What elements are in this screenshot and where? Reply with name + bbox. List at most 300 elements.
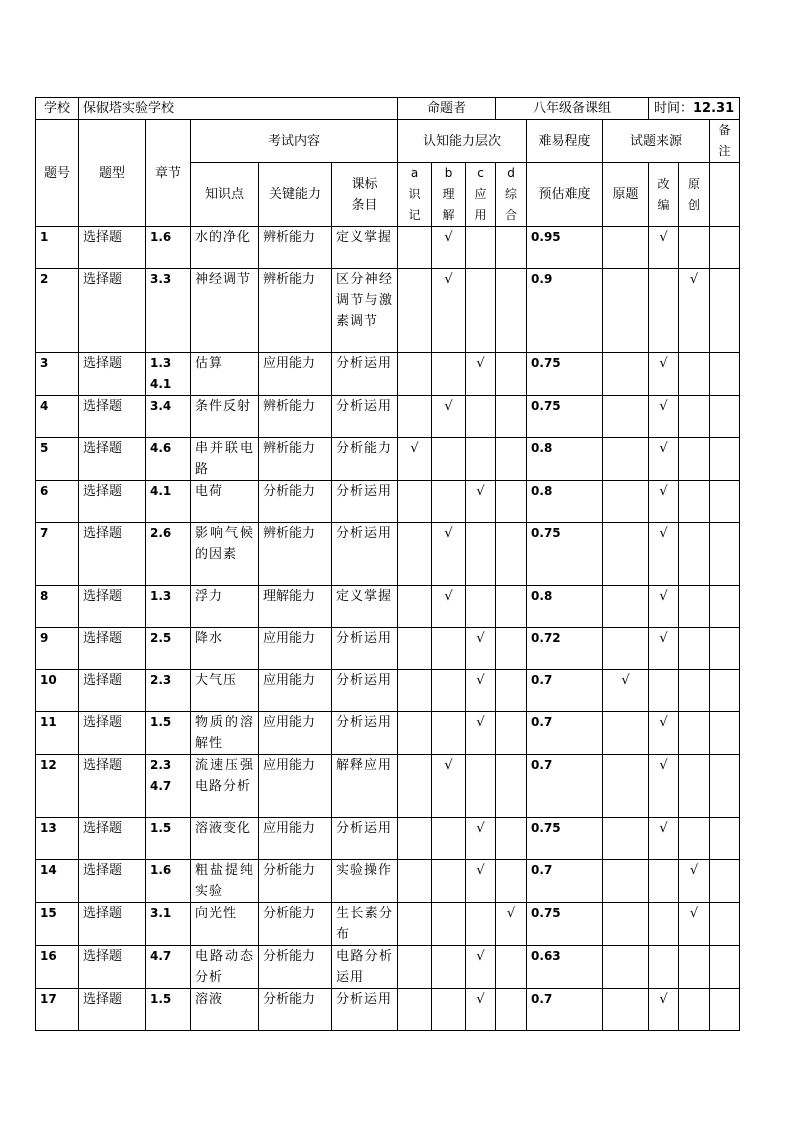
check-mark: √ [410, 441, 419, 456]
row-level-a-cell [398, 755, 432, 818]
row-standard: 分析运用 [332, 670, 398, 712]
row-source-adapted-cell [649, 670, 679, 712]
row-source-original-cell [603, 628, 649, 670]
table-row [36, 670, 740, 712]
row-number: 15 [36, 903, 79, 946]
row-source-original-cell [603, 860, 649, 903]
row-level-c-cell [466, 712, 496, 755]
row-level-c-cell [466, 989, 496, 1031]
table-row [36, 227, 740, 269]
row-source-adapted-cell [649, 989, 679, 1031]
exam-spec-table [35, 97, 740, 1031]
row-source-adapted-cell [649, 860, 679, 903]
header-info-row [36, 98, 740, 120]
check-mark: √ [444, 589, 453, 604]
row-level-b-cell [432, 628, 466, 670]
row-number: 5 [36, 438, 79, 481]
row-type: 选择题 [79, 818, 146, 860]
time-label: 时间： [653, 101, 693, 116]
row-knowledge: 影响气候的因素 [191, 523, 259, 586]
row-level-a-cell [398, 481, 432, 523]
row-source-original-cell [603, 269, 649, 353]
row-level-d-cell [496, 670, 527, 712]
row-chapter: 2.3 [146, 670, 191, 712]
row-type: 选择题 [79, 523, 146, 586]
row-number: 14 [36, 860, 79, 903]
col-chapter: 章节 [146, 120, 191, 227]
row-number: 4 [36, 396, 79, 438]
row-level-a-cell [398, 353, 432, 396]
row-standard: 分析运用 [332, 989, 398, 1031]
row-level-d-cell [496, 586, 527, 628]
row-source-created-cell [679, 269, 710, 353]
table-row [36, 903, 740, 946]
row-ability: 分析能力 [259, 481, 332, 523]
check-mark: √ [444, 758, 453, 773]
check-mark: √ [689, 272, 699, 287]
row-type: 选择题 [79, 860, 146, 903]
row-number: 17 [36, 989, 79, 1031]
check-mark: √ [476, 715, 485, 730]
row-level-d-cell [496, 481, 527, 523]
row-remark [710, 989, 740, 1031]
row-level-a-cell [398, 903, 432, 946]
row-remark [710, 353, 740, 396]
col-remark: 备 注 [710, 120, 740, 163]
table-row [36, 353, 740, 396]
row-source-adapted-cell [649, 712, 679, 755]
row-number: 2 [36, 269, 79, 353]
row-type: 选择题 [79, 586, 146, 628]
row-source-adapted-cell [649, 523, 679, 586]
row-level-a-cell [398, 586, 432, 628]
row-source-created-cell [679, 712, 710, 755]
row-source-created-cell [679, 481, 710, 523]
row-level-d-cell [496, 628, 527, 670]
row-source-created-cell [679, 818, 710, 860]
row-remark [710, 438, 740, 481]
row-source-adapted-cell [649, 946, 679, 989]
row-remark [710, 227, 740, 269]
row-level-d-cell [496, 860, 527, 903]
row-level-b-cell [432, 269, 466, 353]
col-exam-content: 考试内容 [191, 120, 398, 163]
row-level-b-cell [432, 353, 466, 396]
row-ability: 辨析能力 [259, 523, 332, 586]
row-level-a-cell [398, 438, 432, 481]
row-level-d-cell [496, 353, 527, 396]
row-level-d-cell [496, 438, 527, 481]
row-source-adapted-cell [649, 353, 679, 396]
row-level-b-cell [432, 903, 466, 946]
row-level-d-cell [496, 946, 527, 989]
row-knowledge: 神经调节 [191, 269, 259, 353]
row-level-c-cell [466, 818, 496, 860]
row-source-adapted-cell [649, 481, 679, 523]
row-type: 选择题 [79, 946, 146, 989]
row-ability: 理解能力 [259, 586, 332, 628]
row-difficulty: 0.75 [527, 396, 603, 438]
row-level-d-cell [496, 269, 527, 353]
row-level-d-cell [496, 227, 527, 269]
row-level-b-cell [432, 438, 466, 481]
row-level-d-cell [496, 989, 527, 1031]
col-type: 题型 [79, 120, 146, 227]
row-remark [710, 586, 740, 628]
row-chapter: 2.3 4.7 [146, 755, 191, 818]
row-source-adapted-cell [649, 396, 679, 438]
row-standard: 电路分析运用 [332, 946, 398, 989]
check-mark: √ [476, 821, 485, 836]
row-difficulty: 0.7 [527, 670, 603, 712]
row-standard: 分析运用 [332, 481, 398, 523]
row-number: 10 [36, 670, 79, 712]
row-difficulty: 0.7 [527, 712, 603, 755]
check-mark: √ [476, 863, 485, 878]
check-mark: √ [659, 758, 668, 773]
row-chapter: 1.3 4.1 [146, 353, 191, 396]
row-difficulty: 0.8 [527, 481, 603, 523]
row-level-b-cell [432, 946, 466, 989]
row-remark [710, 903, 740, 946]
row-source-adapted-cell [649, 586, 679, 628]
row-remark [710, 628, 740, 670]
row-standard: 分析运用 [332, 818, 398, 860]
table-row [36, 946, 740, 989]
row-standard: 分析能力 [332, 438, 398, 481]
row-standard: 定义掌握 [332, 227, 398, 269]
row-source-adapted-cell [649, 438, 679, 481]
row-level-c-cell [466, 523, 496, 586]
check-mark: √ [659, 484, 668, 499]
row-level-c-cell [466, 438, 496, 481]
row-level-d-cell [496, 903, 527, 946]
col-source: 试题来源 [603, 120, 710, 163]
row-type: 选择题 [79, 712, 146, 755]
row-chapter: 4.6 [146, 438, 191, 481]
row-source-original-cell [603, 353, 649, 396]
row-source-original-cell [603, 818, 649, 860]
row-source-created-cell [679, 586, 710, 628]
row-difficulty: 0.75 [527, 818, 603, 860]
row-source-created-cell [679, 946, 710, 989]
row-level-a-cell [398, 818, 432, 860]
row-standard: 定义掌握 [332, 586, 398, 628]
row-level-a-cell [398, 269, 432, 353]
row-type: 选择题 [79, 269, 146, 353]
check-mark: √ [476, 356, 485, 371]
col-level-a: a 识 记 [398, 163, 432, 227]
table-row [36, 438, 740, 481]
row-source-adapted-cell [649, 818, 679, 860]
check-mark: √ [444, 230, 453, 245]
row-standard: 分析运用 [332, 353, 398, 396]
row-level-b-cell [432, 670, 466, 712]
row-level-c-cell [466, 227, 496, 269]
row-knowledge: 溶液变化 [191, 818, 259, 860]
table-row [36, 628, 740, 670]
col-difficulty: 难易程度 [527, 120, 603, 163]
row-source-original-cell [603, 438, 649, 481]
table-row [36, 712, 740, 755]
row-difficulty: 0.72 [527, 628, 603, 670]
col-number: 题号 [36, 120, 79, 227]
row-standard: 生长素分布 [332, 903, 398, 946]
row-chapter: 2.5 [146, 628, 191, 670]
check-mark: √ [444, 526, 453, 541]
row-level-c-cell [466, 586, 496, 628]
row-source-created-cell [679, 227, 710, 269]
row-source-original-cell [603, 670, 649, 712]
check-mark: √ [659, 399, 668, 414]
table-row [36, 396, 740, 438]
row-difficulty: 0.8 [527, 586, 603, 628]
table-row [36, 989, 740, 1031]
row-level-c-cell [466, 755, 496, 818]
row-level-d-cell [496, 523, 527, 586]
row-knowledge: 水的净化 [191, 227, 259, 269]
row-chapter: 4.1 [146, 481, 191, 523]
row-level-a-cell [398, 628, 432, 670]
check-mark: √ [689, 863, 699, 878]
row-chapter: 1.5 [146, 712, 191, 755]
row-difficulty: 0.95 [527, 227, 603, 269]
time-value: 12.31 [693, 101, 735, 116]
row-number: 3 [36, 353, 79, 396]
row-standard: 分析运用 [332, 712, 398, 755]
row-level-a-cell [398, 860, 432, 903]
row-ability: 分析能力 [259, 903, 332, 946]
row-level-a-cell [398, 946, 432, 989]
row-source-adapted-cell [649, 628, 679, 670]
row-ability: 应用能力 [259, 670, 332, 712]
row-remark [710, 523, 740, 586]
row-knowledge: 降水 [191, 628, 259, 670]
table-row [36, 860, 740, 903]
row-level-a-cell [398, 670, 432, 712]
row-chapter: 4.7 [146, 946, 191, 989]
check-mark: √ [476, 484, 485, 499]
row-level-c-cell [466, 481, 496, 523]
row-number: 11 [36, 712, 79, 755]
row-level-d-cell [496, 712, 527, 755]
row-source-created-cell [679, 989, 710, 1031]
row-chapter: 2.6 [146, 523, 191, 586]
check-mark: √ [659, 526, 668, 541]
col-standard: 课标 条目 [332, 163, 398, 227]
row-type: 选择题 [79, 628, 146, 670]
row-remark [710, 818, 740, 860]
row-difficulty: 0.9 [527, 269, 603, 353]
col-knowledge: 知识点 [191, 163, 259, 227]
row-ability: 辨析能力 [259, 396, 332, 438]
col-remark-blank [710, 163, 740, 227]
row-knowledge: 条件反射 [191, 396, 259, 438]
check-mark: √ [659, 631, 668, 646]
table-row [36, 481, 740, 523]
row-remark [710, 712, 740, 755]
row-level-c-cell [466, 353, 496, 396]
row-source-created-cell [679, 755, 710, 818]
row-remark [710, 269, 740, 353]
author-label: 命题者 [398, 98, 496, 120]
row-level-b-cell [432, 481, 466, 523]
row-number: 12 [36, 755, 79, 818]
row-ability: 分析能力 [259, 946, 332, 989]
row-level-c-cell [466, 670, 496, 712]
row-remark [710, 755, 740, 818]
row-knowledge: 浮力 [191, 586, 259, 628]
row-standard: 实验操作 [332, 860, 398, 903]
row-remark [710, 396, 740, 438]
row-number: 1 [36, 227, 79, 269]
row-level-a-cell [398, 227, 432, 269]
col-level-b: b 理 解 [432, 163, 466, 227]
row-level-c-cell [466, 860, 496, 903]
check-mark: √ [476, 992, 485, 1007]
check-mark: √ [659, 589, 668, 604]
row-knowledge: 电荷 [191, 481, 259, 523]
row-difficulty: 0.75 [527, 903, 603, 946]
row-standard: 区分神经调节与激素调节 [332, 269, 398, 353]
row-standard: 分析运用 [332, 523, 398, 586]
row-difficulty: 0.8 [527, 438, 603, 481]
row-level-c-cell [466, 946, 496, 989]
row-level-b-cell [432, 989, 466, 1031]
table-row [36, 269, 740, 353]
row-source-adapted-cell [649, 227, 679, 269]
row-source-original-cell [603, 481, 649, 523]
row-ability: 应用能力 [259, 712, 332, 755]
col-adapted: 改 编 [649, 163, 679, 227]
row-source-adapted-cell [649, 903, 679, 946]
row-chapter: 1.5 [146, 818, 191, 860]
row-source-created-cell [679, 523, 710, 586]
row-type: 选择题 [79, 755, 146, 818]
row-level-d-cell [496, 396, 527, 438]
row-level-b-cell [432, 755, 466, 818]
row-level-b-cell [432, 227, 466, 269]
row-difficulty: 0.75 [527, 523, 603, 586]
check-mark: √ [506, 906, 516, 921]
row-ability: 应用能力 [259, 755, 332, 818]
row-chapter: 3.3 [146, 269, 191, 353]
row-level-d-cell [496, 818, 527, 860]
row-source-original-cell [603, 903, 649, 946]
row-source-original-cell [603, 989, 649, 1031]
row-source-created-cell [679, 353, 710, 396]
row-chapter: 3.1 [146, 903, 191, 946]
check-mark: √ [444, 399, 453, 414]
row-ability: 分析能力 [259, 860, 332, 903]
row-difficulty: 0.7 [527, 989, 603, 1031]
row-source-created-cell [679, 860, 710, 903]
time-cell [649, 98, 740, 120]
row-number: 8 [36, 586, 79, 628]
school-label: 学校 [36, 98, 79, 120]
check-mark: √ [621, 673, 630, 688]
row-type: 选择题 [79, 353, 146, 396]
row-source-adapted-cell [649, 269, 679, 353]
check-mark: √ [659, 992, 668, 1007]
row-knowledge: 电路动态分析 [191, 946, 259, 989]
row-type: 选择题 [79, 989, 146, 1031]
row-level-b-cell [432, 586, 466, 628]
col-key-ability: 关键能力 [259, 163, 332, 227]
row-type: 选择题 [79, 670, 146, 712]
row-level-d-cell [496, 755, 527, 818]
row-source-created-cell [679, 903, 710, 946]
row-number: 16 [36, 946, 79, 989]
check-mark: √ [659, 821, 668, 836]
row-level-c-cell [466, 269, 496, 353]
row-type: 选择题 [79, 396, 146, 438]
row-chapter: 1.6 [146, 227, 191, 269]
row-source-original-cell [603, 755, 649, 818]
row-level-a-cell [398, 396, 432, 438]
row-source-adapted-cell [649, 755, 679, 818]
row-knowledge: 估算 [191, 353, 259, 396]
row-level-c-cell [466, 903, 496, 946]
author-value: 八年级备课组 [496, 98, 649, 120]
row-source-original-cell [603, 712, 649, 755]
row-number: 6 [36, 481, 79, 523]
row-type: 选择题 [79, 438, 146, 481]
row-number: 7 [36, 523, 79, 586]
row-ability: 辨析能力 [259, 227, 332, 269]
row-remark [710, 481, 740, 523]
row-knowledge: 流速压强电路分析 [191, 755, 259, 818]
check-mark: √ [659, 230, 668, 245]
row-source-created-cell [679, 670, 710, 712]
row-knowledge: 物质的溶解性 [191, 712, 259, 755]
row-chapter: 1.5 [146, 989, 191, 1031]
row-level-c-cell [466, 628, 496, 670]
row-level-a-cell [398, 712, 432, 755]
row-difficulty: 0.63 [527, 946, 603, 989]
row-difficulty: 0.7 [527, 755, 603, 818]
col-level-d: d 综 合 [496, 163, 527, 227]
row-knowledge: 串并联电路 [191, 438, 259, 481]
table-row [36, 586, 740, 628]
row-ability: 应用能力 [259, 628, 332, 670]
row-level-b-cell [432, 396, 466, 438]
row-ability: 辨析能力 [259, 269, 332, 353]
check-mark: √ [659, 441, 668, 456]
row-source-original-cell [603, 396, 649, 438]
col-estimated: 预估难度 [527, 163, 603, 227]
row-level-a-cell [398, 523, 432, 586]
row-ability: 分析能力 [259, 989, 332, 1031]
col-level-c: c 应 用 [466, 163, 496, 227]
row-difficulty: 0.7 [527, 860, 603, 903]
row-level-b-cell [432, 818, 466, 860]
row-chapter: 1.6 [146, 860, 191, 903]
col-original: 原题 [603, 163, 649, 227]
row-source-created-cell [679, 396, 710, 438]
row-level-a-cell [398, 989, 432, 1031]
row-source-created-cell [679, 628, 710, 670]
row-standard: 解释应用 [332, 755, 398, 818]
school-value: 保俶塔实验学校 [79, 98, 398, 120]
check-mark: √ [476, 949, 485, 964]
row-level-c-cell [466, 396, 496, 438]
row-remark [710, 860, 740, 903]
check-mark: √ [476, 673, 485, 688]
check-mark: √ [476, 631, 485, 646]
table-row [36, 523, 740, 586]
row-knowledge: 大气压 [191, 670, 259, 712]
